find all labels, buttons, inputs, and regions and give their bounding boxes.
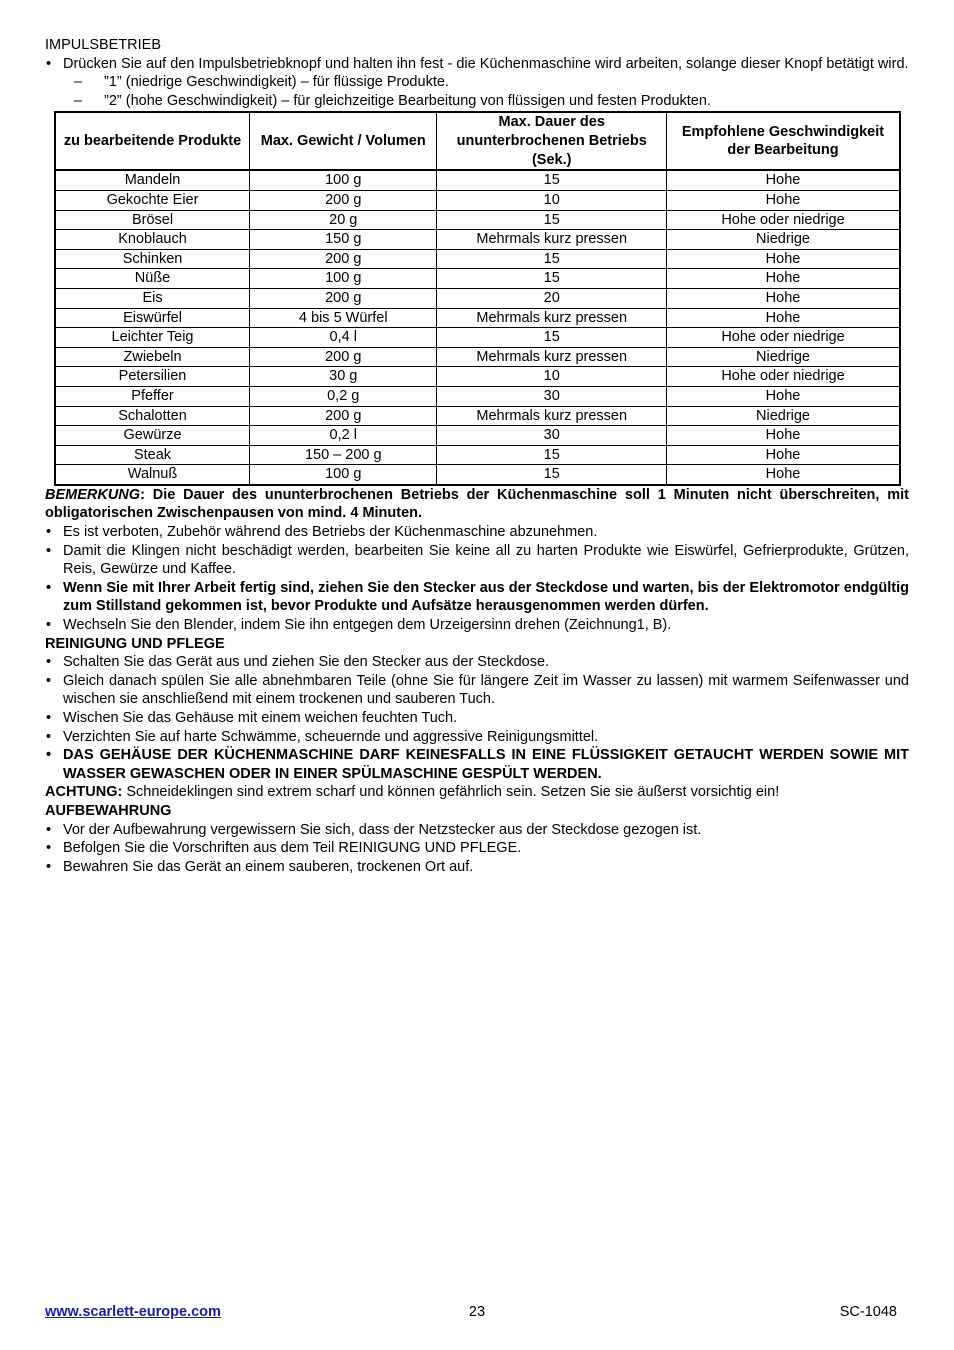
cell-duration: 15	[437, 249, 667, 269]
table-row	[55, 465, 900, 485]
table-header-row	[55, 112, 900, 170]
list-item: • Drücken Sie auf den Impulsbetriebknopf und halten ihn fest - die Küchenmaschine wird arbeiten, solange dieser Knopf betätigt wird.	[45, 55, 909, 74]
cell-duration: 15	[437, 210, 667, 230]
impuls-heading: IMPULSBETRIEB	[45, 37, 162, 53]
cell-weight: 0,4 l	[250, 328, 437, 348]
cell-speed: Hohe	[667, 465, 901, 485]
list-item: • DAS GEHÄUSE DER KÜCHENMASCHINE DARF KEINESFALLS IN EINE FLÜSSIGKEIT GETAUCHT WERDEN SOWIE MIT WASSER GEWASCHEN ODER IN EINER SPÜLMASCHINE GESPÜLT WERDEN.	[45, 746, 909, 783]
page-footer	[45, 1303, 909, 1323]
cell-product: Eis	[55, 288, 250, 308]
table-row	[55, 190, 900, 210]
cell-product: Schalotten	[55, 406, 250, 426]
cell-duration: Mehrmals kurz pressen	[437, 230, 667, 250]
cell-product: Eiswürfel	[55, 308, 250, 328]
cell-speed: Hohe	[667, 445, 901, 465]
note-paragraph	[45, 486, 909, 523]
cell-speed: Hohe	[667, 308, 901, 328]
list-item: • Gleich danach spülen Sie alle abnehmbaren Teile (ohne Sie für längere Zeit im Wasser zu lassen) mit warmem Seifenwasser und wischen sie anschließend mit einem trockenen und sauberen Tuch.	[45, 672, 909, 709]
processing-table	[54, 111, 901, 486]
cell-weight: 4 bis 5 Würfel	[250, 308, 437, 328]
cell-product: Gekochte Eier	[55, 190, 250, 210]
table-row	[55, 406, 900, 426]
cell-speed: Hohe oder niedrige	[667, 210, 901, 230]
cell-speed: Niedrige	[667, 230, 901, 250]
cell-weight: 100 g	[250, 465, 437, 485]
list-item: • Schalten Sie das Gerät aus und ziehen Sie den Stecker aus der Steckdose.	[45, 653, 909, 672]
cell-weight: 150 – 200 g	[250, 445, 437, 465]
cell-duration: 15	[437, 328, 667, 348]
cell-weight: 200 g	[250, 347, 437, 367]
table-row	[55, 426, 900, 446]
cleaning-list	[45, 653, 909, 783]
list-item: • Vor der Aufbewahrung vergewissern Sie sich, dass der Netzstecker aus der Steckdose gezogen ist.	[45, 821, 909, 840]
storage-list	[45, 821, 909, 877]
column-header-speed: Empfohlene Geschwindigkeit der Bearbeitung	[667, 112, 901, 170]
column-header-duration: Max. Dauer des ununterbrochenen Betriebs (Sek.)	[437, 112, 667, 170]
cell-product: Steak	[55, 445, 250, 465]
warning-text: Schneideklingen sind extrem scharf und können gefährlich sein. Setzen Sie sie äußerst vorsichtig ein!	[122, 784, 780, 801]
cell-duration: 15	[437, 170, 667, 190]
list-item: • Befolgen Sie die Vorschriften aus dem Teil REINIGUNG UND PFLEGE.	[45, 839, 909, 858]
list-item: • Es ist verboten, Zubehör während des Betriebs der Küchenmaschine abzunehmen.	[45, 523, 909, 542]
cell-speed: Hohe	[667, 249, 901, 269]
cell-duration: Mehrmals kurz pressen	[437, 308, 667, 328]
speed-list	[45, 73, 909, 110]
cell-product: Nüße	[55, 269, 250, 289]
cell-speed: Hohe	[667, 170, 901, 190]
list-item: • Wechseln Sie den Blender, indem Sie ihn entgegen dem Urzeigersinn drehen (Zeichnung1, B).	[45, 616, 909, 635]
table-row	[55, 249, 900, 269]
table-row	[55, 347, 900, 367]
speed-item-high: – ”2” (hohe Geschwindigkeit) – für gleichzeitige Bearbeitung von flüssigen und festen Produkten.	[45, 92, 909, 111]
page-number: 23	[468, 1304, 486, 1320]
website-link[interactable]: www.scarlett-europe.com	[45, 1304, 221, 1320]
list-item: • Bewahren Sie das Gerät an einem sauberen, trockenen Ort auf.	[45, 858, 909, 877]
document-page	[45, 36, 909, 876]
cell-duration: Mehrmals kurz pressen	[437, 406, 667, 426]
cleaning-heading: REINIGUNG UND PFLEGE	[45, 635, 225, 652]
list-item: • Damit die Klingen nicht beschädigt werden, bearbeiten Sie keine all zu harten Produkte wie Eiswürfel, Gefrierprodukte, Grützen, Reis, Gewürze und Kaffee.	[45, 542, 909, 579]
speed-item-low: – ”1” (niedrige Geschwindigkeit) – für flüssige Produkte.	[45, 73, 909, 92]
cell-product: Schinken	[55, 249, 250, 269]
cell-weight: 30 g	[250, 367, 437, 387]
cell-product: Pfeffer	[55, 386, 250, 406]
cell-product: Knoblauch	[55, 230, 250, 250]
column-header-weight: Max. Gewicht / Volumen	[250, 112, 437, 170]
table-body	[55, 170, 900, 485]
list-item: • Wenn Sie mit Ihrer Arbeit fertig sind, ziehen Sie den Stecker aus der Steckdose und warten, bis der Elektromotor endgültig zum Stillstand gekommen ist, bevor Produkte und Aufsätze herausgenommen werden dürfen.	[45, 579, 909, 616]
list-item: • Verzichten Sie auf harte Schwämme, scheuernde und aggressive Reinigungsmittel.	[45, 728, 909, 747]
cell-duration: 10	[437, 190, 667, 210]
cell-duration: 20	[437, 288, 667, 308]
cell-product: Leichter Teig	[55, 328, 250, 348]
warning-label: ACHTUNG:	[45, 784, 123, 801]
cell-weight: 20 g	[250, 210, 437, 230]
cell-duration: 30	[437, 386, 667, 406]
cell-weight: 100 g	[250, 269, 437, 289]
table-row	[55, 210, 900, 230]
cell-speed: Hohe	[667, 269, 901, 289]
cell-weight: 150 g	[250, 230, 437, 250]
cell-duration: 15	[437, 269, 667, 289]
note-label: BEMERKUNG	[45, 486, 141, 503]
cell-speed: Niedrige	[667, 347, 901, 367]
cell-duration: 10	[437, 367, 667, 387]
cell-product: Gewürze	[55, 426, 250, 446]
cell-weight: 200 g	[250, 406, 437, 426]
list-item: • Wischen Sie das Gehäuse mit einem weichen feuchten Tuch.	[45, 709, 909, 728]
cell-weight: 100 g	[250, 170, 437, 190]
cell-duration: Mehrmals kurz pressen	[437, 347, 667, 367]
warning-paragraph	[45, 783, 909, 802]
table-row	[55, 386, 900, 406]
table-row	[55, 230, 900, 250]
cell-product: Mandeln	[55, 170, 250, 190]
cell-speed: Hohe	[667, 386, 901, 406]
table-row	[55, 367, 900, 387]
operation-list	[45, 523, 909, 635]
cell-speed: Hohe	[667, 288, 901, 308]
column-header-product: zu bearbeitende Produkte	[55, 112, 250, 170]
cell-product: Petersilien	[55, 367, 250, 387]
table-row	[55, 328, 900, 348]
cell-product: Brösel	[55, 210, 250, 230]
cell-speed: Hohe	[667, 426, 901, 446]
cell-weight: 0,2 l	[250, 426, 437, 446]
cell-duration: 30	[437, 426, 667, 446]
cell-weight: 200 g	[250, 190, 437, 210]
cell-duration: 15	[437, 465, 667, 485]
cell-weight: 200 g	[250, 288, 437, 308]
cell-weight: 0,2 g	[250, 386, 437, 406]
impuls-list	[45, 55, 909, 74]
table-row	[55, 308, 900, 328]
cell-speed: Hohe oder niedrige	[667, 328, 901, 348]
cell-product: Zwiebeln	[55, 347, 250, 367]
table-row	[55, 170, 900, 190]
table-row	[55, 288, 900, 308]
cell-weight: 200 g	[250, 249, 437, 269]
model-number: SC-1048	[839, 1304, 897, 1320]
cell-speed: Hohe	[667, 190, 901, 210]
table-row	[55, 445, 900, 465]
table-row	[55, 269, 900, 289]
storage-heading: AUFBEWAHRUNG	[45, 802, 172, 819]
cell-duration: 15	[437, 445, 667, 465]
cell-product: Walnuß	[55, 465, 250, 485]
cell-speed: Hohe oder niedrige	[667, 367, 901, 387]
cell-speed: Niedrige	[667, 406, 901, 426]
note-text: : Die Dauer des ununterbrochenen Betriebs der Küchenmaschine soll 1 Minuten nicht überschreiten, mit obligatorischen Zwischenpausen von mind. 4 Minuten.	[45, 486, 909, 522]
